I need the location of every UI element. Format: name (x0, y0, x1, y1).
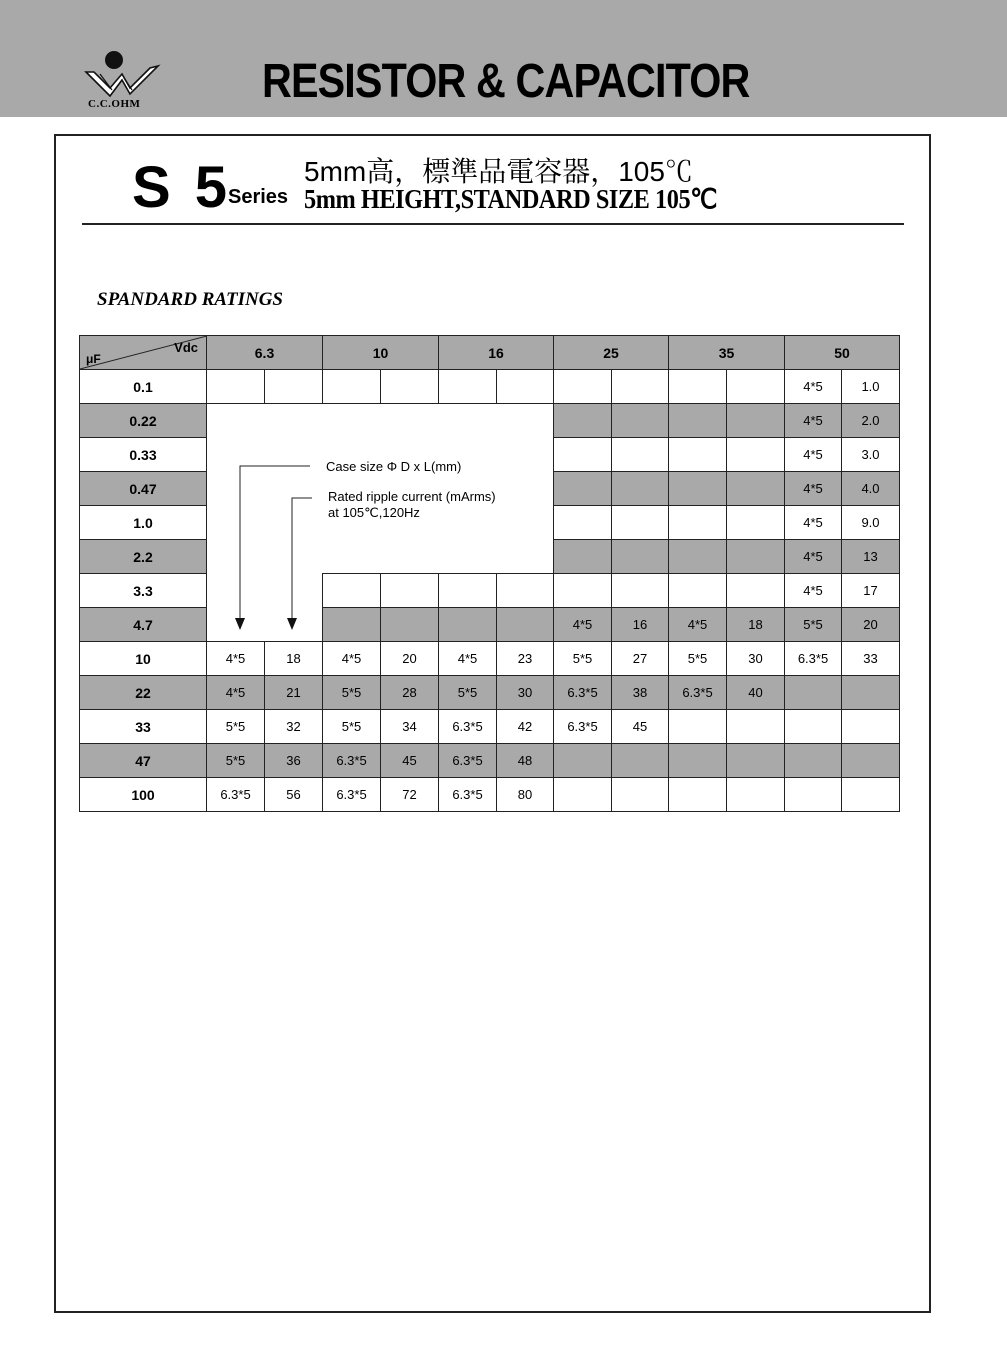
ripple-current-cell: 80 (497, 778, 554, 812)
table-row (80, 472, 900, 506)
table-row (80, 710, 900, 744)
ripple-current-cell (612, 438, 669, 472)
ripple-current-cell: 72 (381, 778, 439, 812)
capacitance-cell: 0.47 (80, 472, 207, 506)
capacitance-cell: 3.3 (80, 574, 207, 608)
ripple-current-cell: 2.0 (842, 404, 900, 438)
capacitance-cell: 0.33 (80, 438, 207, 472)
case-size-cell (669, 472, 727, 506)
voltage-header: 6.3 (207, 336, 323, 370)
case-size-cell: 6.3*5 (323, 744, 381, 778)
ripple-current-cell: 36 (265, 744, 323, 778)
table-row (80, 370, 900, 404)
ripple-current-cell (381, 404, 439, 438)
case-size-cell: 4*5 (439, 642, 497, 676)
case-size-cell (554, 506, 612, 540)
case-size-cell: 6.3*5 (323, 778, 381, 812)
case-size-cell: 6.3*5 (785, 642, 842, 676)
case-size-cell (439, 370, 497, 404)
case-size-cell: 5*5 (554, 642, 612, 676)
ripple-current-cell (497, 404, 554, 438)
vdc-label: Vdc (174, 340, 198, 355)
case-size-cell: 5*5 (323, 676, 381, 710)
ripple-current-cell (265, 370, 323, 404)
case-size-cell (669, 744, 727, 778)
case-size-cell (439, 540, 497, 574)
case-size-cell (669, 404, 727, 438)
case-size-cell (554, 744, 612, 778)
case-size-cell: 4*5 (669, 608, 727, 642)
ripple-current-cell: 20 (381, 642, 439, 676)
capacitance-cell: 2.2 (80, 540, 207, 574)
case-size-cell: 5*5 (207, 744, 265, 778)
case-size-cell (785, 710, 842, 744)
header-row (80, 336, 900, 370)
ripple-current-cell (497, 438, 554, 472)
ripple-current-cell: 1.0 (842, 370, 900, 404)
ripple-current-cell: 17 (842, 574, 900, 608)
case-size-cell (669, 438, 727, 472)
ripple-current-cell: 32 (265, 710, 323, 744)
ripple-current-cell (497, 370, 554, 404)
case-size-cell (207, 404, 265, 438)
case-size-cell (207, 574, 265, 608)
table-row (80, 574, 900, 608)
ripple-current-cell: 3.0 (842, 438, 900, 472)
case-size-cell: 6.3*5 (439, 778, 497, 812)
table-row (80, 506, 900, 540)
ripple-current-cell: 28 (381, 676, 439, 710)
ripple-current-cell: 18 (727, 608, 785, 642)
case-size-cell: 4*5 (785, 506, 842, 540)
table-row (80, 438, 900, 472)
logo-text: C.C.OHM (88, 98, 141, 110)
ripple-current-cell (497, 574, 554, 608)
capacitance-cell: 4.7 (80, 608, 207, 642)
ripple-current-cell (612, 506, 669, 540)
ripple-current-cell (497, 472, 554, 506)
case-size-cell: 4*5 (785, 540, 842, 574)
ripple-current-cell (381, 574, 439, 608)
ripple-current-cell (727, 404, 785, 438)
ripple-current-cell (612, 744, 669, 778)
series-description-cn: 5mm高，標準品電容器，105℃ (304, 156, 693, 187)
ripple-current-cell: 23 (497, 642, 554, 676)
case-size-cell (554, 540, 612, 574)
ripple-current-cell (727, 540, 785, 574)
ripple-current-cell: 34 (381, 710, 439, 744)
ripple-current-cell (842, 778, 900, 812)
case-size-cell (207, 472, 265, 506)
ripple-current-cell (612, 778, 669, 812)
case-size-cell (207, 506, 265, 540)
ripple-current-cell (497, 608, 554, 642)
case-size-cell (323, 608, 381, 642)
ripple-current-cell (842, 676, 900, 710)
case-size-cell: 6.3*5 (669, 676, 727, 710)
corner-cell (80, 336, 207, 370)
ripple-current-cell: 38 (612, 676, 669, 710)
ripple-current-cell (727, 472, 785, 506)
case-size-cell (669, 540, 727, 574)
ripple-current-cell: 48 (497, 744, 554, 778)
page-title: RESISTOR & CAPACITOR (262, 55, 750, 108)
case-size-cell (439, 404, 497, 438)
table-row (80, 642, 900, 676)
table-row (80, 744, 900, 778)
ripple-current-cell (265, 540, 323, 574)
ripple-current-cell: 56 (265, 778, 323, 812)
ripple-current-cell (612, 574, 669, 608)
ripple-current-cell: 45 (381, 744, 439, 778)
ripple-current-cell: 30 (727, 642, 785, 676)
ripple-current-cell (381, 540, 439, 574)
case-size-cell: 4*5 (785, 438, 842, 472)
ripple-current-cell (265, 438, 323, 472)
ripple-current-cell (727, 710, 785, 744)
case-size-cell (323, 370, 381, 404)
case-size-cell: 4*5 (207, 642, 265, 676)
capacitance-cell: 0.1 (80, 370, 207, 404)
ripple-current-cell: 40 (727, 676, 785, 710)
case-size-cell: 5*5 (785, 608, 842, 642)
case-size-cell: 6.3*5 (439, 710, 497, 744)
table-row (80, 540, 900, 574)
ripple-current-cell: 18 (265, 642, 323, 676)
voltage-header: 25 (554, 336, 669, 370)
section-title: SPANDARD RATINGS (97, 289, 284, 310)
case-size-cell: 5*5 (207, 710, 265, 744)
case-size-cell (207, 438, 265, 472)
ripple-current-cell: 42 (497, 710, 554, 744)
ripple-current-cell (381, 608, 439, 642)
case-size-cell: 4*5 (207, 676, 265, 710)
ripple-current-cell: 9.0 (842, 506, 900, 540)
case-size-cell: 6.3*5 (554, 710, 612, 744)
ripple-current-cell: 13 (842, 540, 900, 574)
case-size-cell: 6.3*5 (207, 778, 265, 812)
capacitance-cell: 0.22 (80, 404, 207, 438)
case-size-cell (669, 506, 727, 540)
ripple-current-cell: 21 (265, 676, 323, 710)
case-size-cell (554, 438, 612, 472)
legend-ripple-condition: at 105℃,120Hz (328, 505, 420, 520)
case-size-cell (554, 574, 612, 608)
case-size-cell (323, 540, 381, 574)
ripple-current-cell (497, 540, 554, 574)
case-size-cell (323, 438, 381, 472)
case-size-cell: 4*5 (554, 608, 612, 642)
case-size-cell (669, 710, 727, 744)
case-size-cell: 4*5 (323, 642, 381, 676)
legend-ripple: Rated ripple current (mArms) (328, 489, 496, 504)
ripple-current-cell (612, 540, 669, 574)
ripple-current-cell (381, 506, 439, 540)
ripple-current-cell (612, 472, 669, 506)
capacitance-cell: 100 (80, 778, 207, 812)
capacitance-cell: 10 (80, 642, 207, 676)
case-size-cell: 4*5 (785, 472, 842, 506)
ripple-current-cell (842, 744, 900, 778)
case-size-cell: 5*5 (439, 676, 497, 710)
case-size-cell (785, 778, 842, 812)
series-code: S 5 (132, 155, 232, 220)
capacitance-cell: 47 (80, 744, 207, 778)
ripple-current-cell (265, 404, 323, 438)
ripple-current-cell: 33 (842, 642, 900, 676)
ripple-current-cell: 16 (612, 608, 669, 642)
ripple-current-cell (612, 370, 669, 404)
case-size-cell: 6.3*5 (439, 744, 497, 778)
ripple-current-cell (497, 506, 554, 540)
case-size-cell: 4*5 (785, 370, 842, 404)
ripple-current-cell (727, 778, 785, 812)
ripple-current-cell: 4.0 (842, 472, 900, 506)
case-size-cell (669, 778, 727, 812)
ripple-current-cell (727, 370, 785, 404)
ripple-current-cell: 30 (497, 676, 554, 710)
voltage-header: 50 (785, 336, 900, 370)
series-label: Series (228, 186, 289, 208)
uf-label: μF (86, 352, 101, 366)
case-size-cell: 5*5 (669, 642, 727, 676)
voltage-header: 10 (323, 336, 439, 370)
ripple-current-cell (727, 506, 785, 540)
ripple-current-cell (265, 472, 323, 506)
ripple-current-cell (265, 608, 323, 642)
case-size-cell (554, 370, 612, 404)
voltage-header: 35 (669, 336, 785, 370)
case-size-cell (554, 404, 612, 438)
ripple-current-cell: 27 (612, 642, 669, 676)
table-row (80, 778, 900, 812)
ripple-current-cell: 20 (842, 608, 900, 642)
voltage-header: 16 (439, 336, 554, 370)
case-size-cell (439, 438, 497, 472)
capacitance-cell: 33 (80, 710, 207, 744)
ripple-current-cell (727, 438, 785, 472)
title-divider (82, 223, 904, 225)
case-size-cell (207, 608, 265, 642)
ripple-current-cell (381, 472, 439, 506)
case-size-cell (669, 574, 727, 608)
ratings-table (79, 335, 900, 812)
case-size-cell (323, 404, 381, 438)
case-size-cell (554, 472, 612, 506)
case-size-cell: 4*5 (785, 404, 842, 438)
ripple-current-cell (842, 710, 900, 744)
case-size-cell (554, 778, 612, 812)
case-size-cell (207, 540, 265, 574)
ripple-current-cell (381, 438, 439, 472)
case-size-cell (669, 370, 727, 404)
ripple-current-cell (727, 744, 785, 778)
case-size-cell (439, 574, 497, 608)
ripple-current-cell (727, 574, 785, 608)
ripple-current-cell (265, 574, 323, 608)
case-size-cell: 5*5 (323, 710, 381, 744)
ripple-current-cell: 45 (612, 710, 669, 744)
case-size-cell (439, 608, 497, 642)
ripple-current-cell (265, 506, 323, 540)
ripple-current-cell (612, 404, 669, 438)
case-size-cell: 4*5 (785, 574, 842, 608)
case-size-cell (785, 676, 842, 710)
legend-case-size: Case size Φ D x L(mm) (326, 459, 462, 474)
case-size-cell (207, 370, 265, 404)
case-size-cell (323, 574, 381, 608)
case-size-cell (439, 472, 497, 506)
table-row (80, 676, 900, 710)
case-size-cell (785, 744, 842, 778)
capacitance-cell: 22 (80, 676, 207, 710)
case-size-cell: 6.3*5 (554, 676, 612, 710)
case-size-cell (323, 506, 381, 540)
ripple-current-cell (381, 370, 439, 404)
case-size-cell (323, 472, 381, 506)
table-row (80, 608, 900, 642)
case-size-cell (439, 506, 497, 540)
series-description-en: 5mm HEIGHT,STANDARD SIZE 105℃ (304, 184, 718, 214)
table-row (80, 404, 900, 438)
capacitance-cell: 1.0 (80, 506, 207, 540)
